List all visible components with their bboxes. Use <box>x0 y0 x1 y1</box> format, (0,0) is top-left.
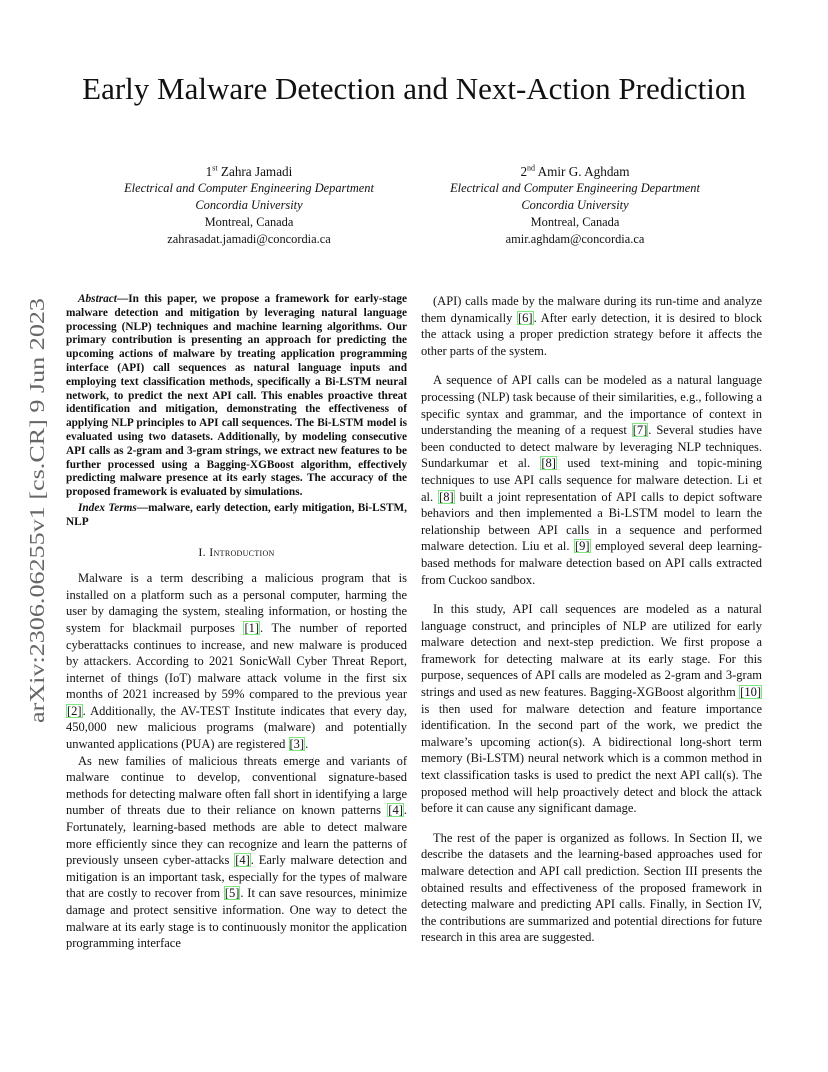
index-terms: Index Terms—malware, early detection, early mitigation, Bi-LSTM, NLP <box>66 501 407 528</box>
body-paragraph <box>421 601 762 817</box>
paragraph-text: is then used for malware detection and feature importance identification. In the second part of the work, we predict the malware’s upcoming action(s). A bidirectional long-short term memory (Bi-LSTM) neural network which is a common method in text classification tasks is used to predict the next API call(s). The proposed method will help proactively detect and block the attack before it can cause any significant damage. <box>421 701 762 816</box>
paragraph-text: . Several studies have been conducted to detect malware by leveraging NLP techniques. Sundarkumar et al. <box>421 423 762 471</box>
paragraph-text: . Early malware detection and mitigation is an important task, especially for the types of malware that are costly to recover from <box>66 853 407 901</box>
paper-title: Early Malware Detection and Next-Action Prediction <box>82 71 746 106</box>
body-paragraph <box>421 293 762 359</box>
author-university: Concordia University <box>195 198 303 212</box>
paragraph-text: . It can save resources, minimize damage and protect sensitive information. One way to detect the malware at its early stage is to continuously monitor the application programming interface <box>66 886 407 951</box>
paragraph-text: The rest of the paper is organized as follows. In Section II, we describe the datasets and the learning-based approaches used for malware detection and API call prediction. Section III presents the obtained results and effectiveness of the proposed framework in detecting malware and predicting API calls. Finally, in Section IV, the contributions are summarized and potential directions for future research in this area are suggested. <box>421 830 762 945</box>
paragraph-text: (API) calls made by the malware during its run-time and analyze them dynamically <box>421 294 762 325</box>
paragraph-text: . Fortunately, learning-based methods are able to detect malware more efficiently since they can recognize and learn the patterns of previously unseen cyber-attacks <box>66 803 407 868</box>
body-paragraph <box>421 372 762 588</box>
citation-link[interactable]: [2] <box>67 703 82 718</box>
paragraph-text: A sequence of API calls can be modeled as a natural language processing (NLP) task because of their similarities, e.g., following a specific syntax and grammar, and the importance of context in understanding the meaning of a request <box>421 373 762 438</box>
author-location: Montreal, Canada <box>204 215 294 229</box>
author-block-2 <box>410 163 740 248</box>
citation-link[interactable]: [1] <box>244 620 260 635</box>
citation-link[interactable]: [4] <box>388 803 403 818</box>
left-column <box>66 293 407 952</box>
author-name: 1st Zahra Jamadi <box>205 163 293 179</box>
paragraph-text: used text-mining and topic-mining techniques to use API calls sequence for malware detection. Li et al. <box>421 456 762 504</box>
author-email: zahrasadat.jamadi@concordia.ca <box>167 232 331 246</box>
citation-link[interactable]: [6] <box>518 310 533 325</box>
citation-link[interactable]: [10] <box>740 685 761 700</box>
right-column <box>421 293 762 946</box>
body-paragraph <box>66 753 407 952</box>
body-paragraph <box>66 570 407 753</box>
author-university: Concordia University <box>521 198 629 212</box>
author-email: amir.aghdam@concordia.ca <box>505 232 645 246</box>
paragraph-text: . <box>305 737 309 752</box>
citation-link[interactable]: [7] <box>632 423 648 438</box>
author-department: Electrical and Computer Engineering Department <box>450 181 700 195</box>
paragraph-text: In this study, API call sequences are modeled as a natural language construct, and principles of NLP are utilized for early malware detection and next-step prediction. We first propose a framework for detecting malware at its early stage. For this purpose, sequences of API calls are modeled as 2-gram and 3-gram strings and used as new features. Bagging-XGBoost algorithm <box>421 602 762 700</box>
author-department: Electrical and Computer Engineering Department <box>124 181 374 195</box>
citation-link[interactable]: [5] <box>224 886 240 901</box>
paragraph-text: . Additionally, the AV-TEST Institute indicates that every day, 450,000 new malicious programs (malware) and potentially unwanted applications (PUA) are registered <box>66 703 407 752</box>
citation-link[interactable]: [8] <box>541 456 556 471</box>
paragraph-text: Malware is a term describing a malicious program that is installed on a platform such as a personal computer, harming the user by damaging the system, stealing information, or hosting the system for blackmail purposes <box>66 571 407 635</box>
left-body <box>66 570 407 952</box>
paragraph-text: employed several deep learning-based methods for malware detection based on API calls extracted from Cuckoo sandbox. <box>421 539 763 587</box>
paragraph-text: built a joint representation of API calls to depict software behaviors and then implemented a Bi-LSTM model to learn the relationship between API calls in a sequence and performed malware detection. Liu et al. <box>421 489 762 554</box>
author-location: Montreal, Canada <box>530 215 620 229</box>
section-heading-introduction: I. Introduction <box>198 544 275 559</box>
citation-link[interactable]: [9] <box>575 539 590 554</box>
arxiv-identifier-stamp <box>20 298 52 723</box>
paragraph-text: . After early detection, it is desired to block the attack using a proper prediction strategy before it affects the other parts of the system. <box>421 310 763 358</box>
author-block-1 <box>84 163 414 248</box>
citation-link[interactable]: [8] <box>439 489 454 504</box>
citation-link[interactable]: [4] <box>235 853 250 868</box>
citation-link[interactable]: [3] <box>289 737 305 752</box>
body-paragraph <box>421 830 762 946</box>
arxiv-identifier: arXiv:2306.06255v1 [cs.CR] 9 Jun 2023 <box>25 381 49 723</box>
paragraph-text: As new families of malicious threats emerge and variants of malware continue to develop, conventional signature-based methods for detecting malware often fall short in identifying a large number of threats due to their reliance on known patterns <box>66 753 407 818</box>
abstract: Abstract—In this paper, we propose a framework for early-stage malware detection and mitigation by leveraging natural language processing (NLP) techniques and machine learning algorithms. Our primary contribution is presenting an approach for predicting the upcoming actions of malware by treating application programming interface (API) call sequences as natural language inputs and employing text classification methods, specifically a Bi-LSTM neural network, to predict the next API call. This enables proactive threat identification and mitigation, demonstrating the effectiveness of applying NLP principles to API call sequences. The Bi-LSTM model is evaluated using two datasets. Additionally, by modeling consecutive API calls as 2-gram and 3-gram strings, we extract new features to be further processed using a Bagging-XGBoost algorithm, effectively predicting malware presence at its early stages. The accuracy of the proposed framework is evaluated by simulations. <box>66 293 407 499</box>
paragraph-text: . The number of reported cyberattacks continues to increase, and new malware is produced by attackers. According to 2021 SonicWall Cyber Threat Report, internet of things (IoT) malware attack volume in the first six months of 2021 increased by 59% compared to the previous year <box>66 620 407 702</box>
right-body <box>421 293 762 946</box>
author-name: 2nd Amir G. Aghdam <box>520 163 630 179</box>
